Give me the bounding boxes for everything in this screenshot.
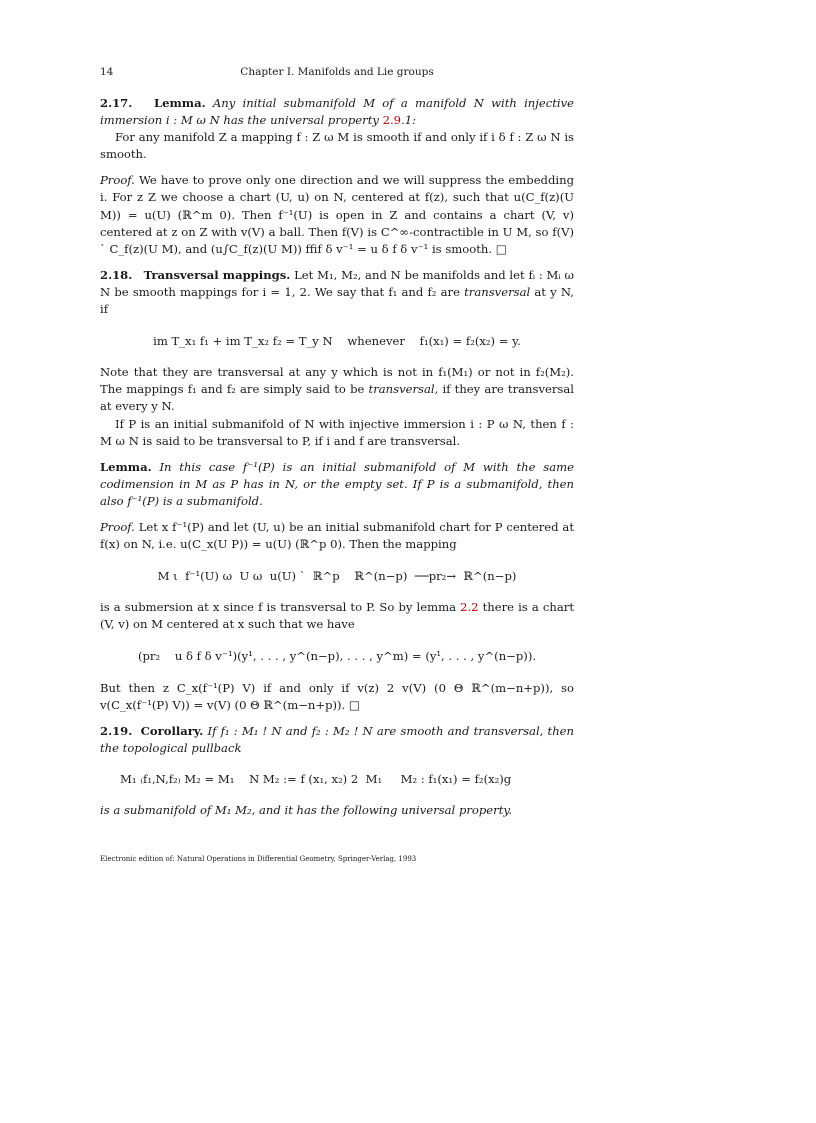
display-equation-submersion: M ι f⁻¹(U) ω U ω u(U) ` ℝ^p ℝ^(n−p) ──pr₂→ ℝ^(n−p) bbox=[157, 569, 517, 584]
lemma-2-17-para: For any manifold Z a mapping f : Z ω M is smooth if and only if i δ f : Z ω N is smooth. bbox=[100, 130, 574, 162]
page-body bbox=[100, 95, 574, 819]
transversal-to-p-para: If P is an initial submanifold of N with injective immersion i : P ω N, then f : M ω N is said to be transversal to P, if i and f are transversal. bbox=[100, 416, 574, 448]
lemma-statement: Any initial submanifold M of a manifold N with injective immersion i : M ω N has the universal property bbox=[100, 96, 574, 128]
display-equation-transversal: im T_x₁ f₁ + im T_x₂ f₂ = T_y N whenever f₁(x₁) = f₂(x₂) = y. bbox=[153, 334, 521, 349]
proof-text-b: is a submersion at x since f is transversal to P. So by lemma bbox=[100, 600, 461, 615]
corollary-statement: If f₁ : M₁ ! N and f₂ : M₂ ! N are smooth and transversal, then the topological pullback bbox=[100, 723, 574, 755]
term-transversal: transversal bbox=[464, 284, 531, 299]
footer-note: Electronic edition of: Natural Operations in Differential Geometry, Springer-Verlag, 1993 bbox=[100, 855, 417, 863]
page-number: 14 bbox=[100, 66, 114, 78]
lemma-statement: In this case f⁻¹(P) is an initial submanifold of M with the same codimension in M as P has in N, or the empty set. If P is a submanifold, then also f⁻¹(P) is a submanifold. bbox=[100, 459, 574, 508]
proof-1 bbox=[100, 172, 574, 257]
corollary-closing: is a submanifold of M₁ M₂, and it has the following universal property. bbox=[100, 803, 513, 817]
section-intro: Let M₁, M₂, and N be manifolds and let fᵢ : Mᵢ ω N be smooth mappings for i = 1, 2. We say that f₁ and f₂ are bbox=[100, 267, 574, 299]
proof-text-c: there is a chart (V, v) on M centered at x such that we have bbox=[100, 600, 574, 632]
section-number: 2.17. bbox=[100, 96, 133, 110]
proof-2-end: But then z C_x(f⁻¹(P) V) if and only if v(z) 2 v(V) (0 Θ ℝ^(m−n+p)), so v(C_x(f⁻¹(P) V)) = v(V) (0 Θ ℝ^(m−n+p)). □ bbox=[100, 680, 574, 712]
proof-text-a: Let x f⁻¹(P) and let (U, u) be an initial submanifold chart for P centered at f(x) on N, i.e. u(C_x(U P)) = u(U) (ℝ^p 0). Then the mapping bbox=[100, 519, 574, 552]
lemma-preimage bbox=[100, 459, 574, 510]
section-number: 2.19. bbox=[100, 723, 133, 738]
section-title: Transversal mappings. bbox=[143, 267, 291, 282]
note-text-b: , if they are transversal at every y N. bbox=[100, 382, 574, 414]
section-2-18 bbox=[100, 267, 574, 318]
lemma-title: Lemma. bbox=[154, 96, 206, 110]
section-number: 2.18. bbox=[100, 267, 133, 282]
proof-text: We have to prove only one direction and we will suppress the embedding i. For z Z we choose a chart (U, u) on N, centered at f(z), such that u(C_f(z)(U M)) = u(U) (ℝ^m 0). Then f⁻¹(U) is open in Z and contains a chart (V, v) centered at z on Z with v(V) a ball. Then f(V) is C^∞-contractible in U M, so f(V) ` C_f(z)(U M), and (u∫C_f(z)(U M)) ﬃf δ v⁻¹ = u δ f δ v⁻¹ is smooth. □ bbox=[100, 173, 574, 256]
ref-link-2-9[interactable]: 2.9 bbox=[382, 113, 402, 128]
ref-link-2-2[interactable]: 2.2 bbox=[460, 600, 479, 615]
lemma-2-17 bbox=[100, 95, 574, 129]
proof-label: Proof. bbox=[100, 519, 135, 534]
proof-2 bbox=[100, 519, 574, 553]
corollary-2-19 bbox=[100, 723, 574, 757]
chapter-title: Chapter I. Manifolds and Lie groups bbox=[240, 66, 434, 78]
section-intro-end: at y N, if bbox=[100, 284, 574, 317]
lemma-title: Lemma. bbox=[100, 459, 152, 474]
proof-2-continued bbox=[100, 599, 574, 633]
proof-label: Proof. bbox=[100, 173, 135, 188]
transversal-note bbox=[100, 364, 574, 415]
corollary-title: Corollary. bbox=[140, 723, 204, 738]
note-text-a: Note that they are transversal at any y which is not in f₁(M₁) or not in f₂(M₂). The mappings f₁ and f₂ are simply said to be bbox=[100, 365, 574, 397]
lemma-statement-end: .1: bbox=[401, 113, 417, 128]
display-equation-chart: (pr₂ u δ f δ v⁻¹)(y¹, . . . , y^(n−p), . . . , y^m) = (y¹, . . . , y^(n−p)). bbox=[137, 649, 537, 664]
display-equation-pullback: M₁ ₍f₁,N,f₂₎ M₂ = M₁ N M₂ := f (x₁, x₂) 2 M₁ M₂ : f₁(x₁) = f₂(x₂)g bbox=[120, 771, 512, 786]
term-transversal-2: transversal bbox=[368, 382, 435, 397]
